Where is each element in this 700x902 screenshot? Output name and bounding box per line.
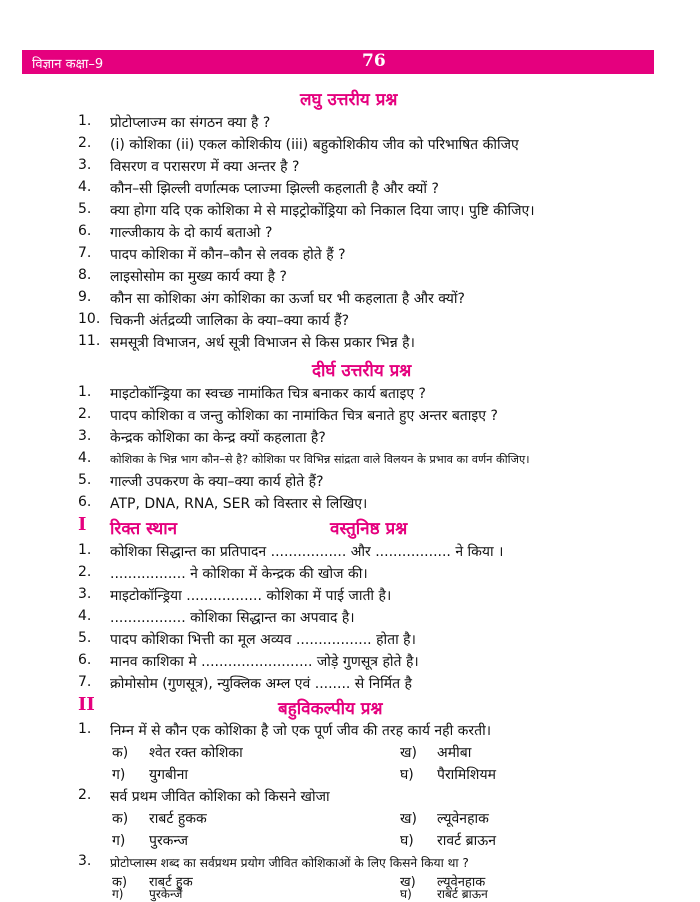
- mcq-title: बहुविकल्पीय प्रश्न: [278, 699, 383, 719]
- option-label: ख): [400, 745, 417, 761]
- list-item: [0, 406, 700, 428]
- question-text: (i) कोशिका (ii) एकल कोशिकीय (iii) बहुकोशिकीय जीव को परिभाषित कीजिए: [110, 137, 519, 153]
- option-text: राबर्ट हुकक: [149, 811, 207, 827]
- question-text: कोशिका सिद्धान्त का प्रतिपादन ................. और ................. ने किया ।: [110, 544, 504, 560]
- list-item: [0, 586, 700, 608]
- option-label: ग): [112, 833, 126, 849]
- question-text: लाइसोसोम का मुख्य कार्य क्या है ?: [110, 269, 287, 285]
- option-label: घ): [400, 887, 412, 901]
- question-text: पादप कोशिका भित्ती का मूल अव्यव ................. होता है।: [110, 632, 416, 648]
- question-text: सर्व प्रथम जीवित कोशिका को किसने खोजा: [110, 789, 330, 805]
- question-text: ................. कोशिका सिद्धान्त का अपवाद है।: [110, 610, 355, 626]
- question-text: प्रोटोप्लास्म शब्द का सर्वप्रथम प्रयोग जीवित कोशिकाओं के लिए किसने किया था ?: [110, 856, 469, 870]
- question-number: 7.: [78, 674, 92, 690]
- question-text: मानव काशिका मे ......................... जोड़े गुणसूत्र होते है।: [110, 654, 419, 670]
- list-item: [0, 564, 700, 586]
- question-number: 7.: [78, 245, 92, 261]
- question-number: 11.: [78, 333, 101, 349]
- list-item: [0, 494, 700, 516]
- question-number: 3.: [78, 586, 92, 602]
- option-text: पैरामिशियम: [437, 767, 496, 783]
- list-item: [0, 201, 700, 223]
- question-number: 4.: [78, 450, 92, 466]
- question-text: कौन सा कोशिका अंग कोशिका का ऊर्जा घर भी कहलाता है और क्यों?: [110, 291, 465, 307]
- option-label: ग): [112, 767, 126, 783]
- list-item: [0, 630, 700, 652]
- list-item: [0, 428, 700, 450]
- question-number: 2.: [78, 135, 92, 151]
- option-text: राबर्ट हुक: [149, 875, 193, 890]
- question-number: 1.: [78, 542, 92, 558]
- option-text: ल्यूवेनहाक: [437, 875, 486, 890]
- question-number: 2.: [78, 406, 92, 422]
- question-number: 5.: [78, 630, 92, 646]
- question-number: 4.: [78, 608, 92, 624]
- question-number: 1.: [78, 384, 92, 400]
- fill-blanks-title: रिक्त स्थान: [110, 519, 178, 539]
- question-number: 6.: [78, 494, 92, 510]
- long-answer-title: दीर्घ उत्तरीय प्रश्न: [312, 361, 412, 381]
- question-number: 10.: [78, 311, 101, 327]
- list-item: [0, 157, 700, 179]
- question-text: विसरण व परासरण में क्या अन्तर है ?: [110, 159, 300, 175]
- option-label: क): [112, 745, 129, 761]
- list-item: [0, 450, 700, 472]
- question-number: 1.: [78, 113, 92, 129]
- list-item: [0, 384, 700, 406]
- option-text: रावर्ट ब्राऊन: [437, 833, 497, 849]
- question-text: क्रोमोसोम (गुणसूत्र), न्युक्लिक अम्ल एवं ........ से निर्मित है: [110, 676, 412, 692]
- question-number: 3.: [78, 853, 92, 869]
- question-number: 3.: [78, 157, 92, 173]
- list-item: [0, 333, 700, 355]
- question-text: केन्द्रक कोशिका का केन्द्र क्यों कहलाता है?: [110, 430, 326, 446]
- question-number: 6.: [78, 223, 92, 239]
- option-label: क): [112, 875, 128, 890]
- question-text: क्या होगा यदि एक कोशिका मे से माइट्रोकोंड्रिया को निकाल दिया जाए। पुष्टि कीजिए।: [110, 203, 535, 219]
- option-label: ग): [112, 887, 124, 901]
- question-number: 6.: [78, 652, 92, 668]
- option-text: ल्यूवेनहाक: [437, 811, 489, 827]
- question-text: समसूत्री विभाजन, अर्ध सूत्री विभाजन से किस प्रकार भिन्न है।: [110, 335, 415, 351]
- question-text: गाल्जीकाय के दो कार्य बताओ ?: [110, 225, 273, 241]
- question-number: 2.: [78, 564, 92, 580]
- question-text: गाल्जी उपकरण के क्या–क्या कार्य होते हैं?: [110, 474, 324, 490]
- question-text: पादप कोशिका में कौन–कौन से लवक होते हैं ?: [110, 247, 346, 263]
- question-number: 4.: [78, 179, 92, 195]
- question-text: निम्न में से कौन एक कोशिका है जो एक पूर्ण जीव की तरह कार्य नही करती।: [110, 723, 492, 739]
- question-text: ATP, DNA, RNA, SER को विस्तार से लिखिए।: [110, 496, 368, 512]
- section-roman-one: I: [78, 514, 87, 535]
- question-number: 2.: [78, 787, 92, 803]
- question-text: कौन–सी झिल्ली वर्णात्मक प्लाज्मा झिल्ली कहलाती है और क्यों ?: [110, 181, 439, 197]
- list-item: [0, 787, 700, 809]
- option-label: ख): [400, 875, 416, 890]
- list-item: [0, 674, 700, 696]
- option-text: पुरकेन्जे: [149, 887, 183, 901]
- list-item: [0, 135, 700, 157]
- option-text: पुरकन्ज: [149, 833, 188, 849]
- page-header-bar: [22, 50, 654, 74]
- section-roman-two: II: [78, 694, 95, 715]
- list-item: [0, 113, 700, 135]
- list-item: [0, 311, 700, 333]
- list-item: [0, 721, 700, 743]
- question-number: 8.: [78, 267, 92, 283]
- list-item: [0, 179, 700, 201]
- list-item: [0, 223, 700, 245]
- question-text: माइटोकॉन्ड्रिया ................. कोशिका में पाई जाती है।: [110, 588, 392, 604]
- question-number: 9.: [78, 289, 92, 305]
- list-item: [0, 267, 700, 289]
- option-label: क): [112, 811, 129, 827]
- question-number: 5.: [78, 201, 92, 217]
- list-item: [0, 542, 700, 564]
- list-item: [0, 289, 700, 311]
- question-number: 5.: [78, 472, 92, 488]
- subject-label: विज्ञान कक्षा–9: [32, 57, 104, 72]
- option-text: युगबीना: [149, 767, 189, 783]
- list-item: [0, 472, 700, 494]
- option-label: घ): [400, 767, 414, 783]
- option-text: राबर्ट ब्राऊन: [437, 887, 488, 901]
- question-text: पादप कोशिका व जन्तु कोशिका का नामांकित चित्र बनाते हुए अन्तर बताइए ?: [110, 408, 498, 424]
- short-answer-title: लघु उत्तरीय प्रश्न: [300, 90, 398, 110]
- list-item: [0, 853, 700, 875]
- question-text: प्रोटोप्लाज्म का संगठन क्या है ?: [110, 115, 271, 131]
- option-text: श्वेत रक्त कोशिका: [149, 745, 243, 761]
- question-number: 1.: [78, 721, 92, 737]
- option-label: घ): [400, 833, 414, 849]
- list-item: [0, 608, 700, 630]
- option-label: ख): [400, 811, 417, 827]
- option-text: अमीबा: [437, 745, 472, 761]
- question-text: चिकनी अंर्तद्रव्यी जालिका के क्या–क्या कार्य हैं?: [110, 313, 350, 329]
- list-item: [0, 245, 700, 267]
- question-text: कोशिका के भिन्न भाग कौन–से है? कोशिका पर विभिन्न सांद्रता वाले विलयन के प्रभाव का वर्णन कीजिए।: [110, 453, 530, 466]
- question-text: माइटोकॉन्ड्रिया का स्वच्छ नामांकित चित्र बनाकर कार्य बताइए ?: [110, 386, 426, 402]
- list-item: [0, 652, 700, 674]
- question-number: 3.: [78, 428, 92, 444]
- objective-title: वस्तुनिष्ठ प्रश्न: [330, 519, 408, 539]
- question-text: ................. ने कोशिका में केन्द्रक की खोज की।: [110, 566, 368, 582]
- page-number: 76: [362, 51, 386, 71]
